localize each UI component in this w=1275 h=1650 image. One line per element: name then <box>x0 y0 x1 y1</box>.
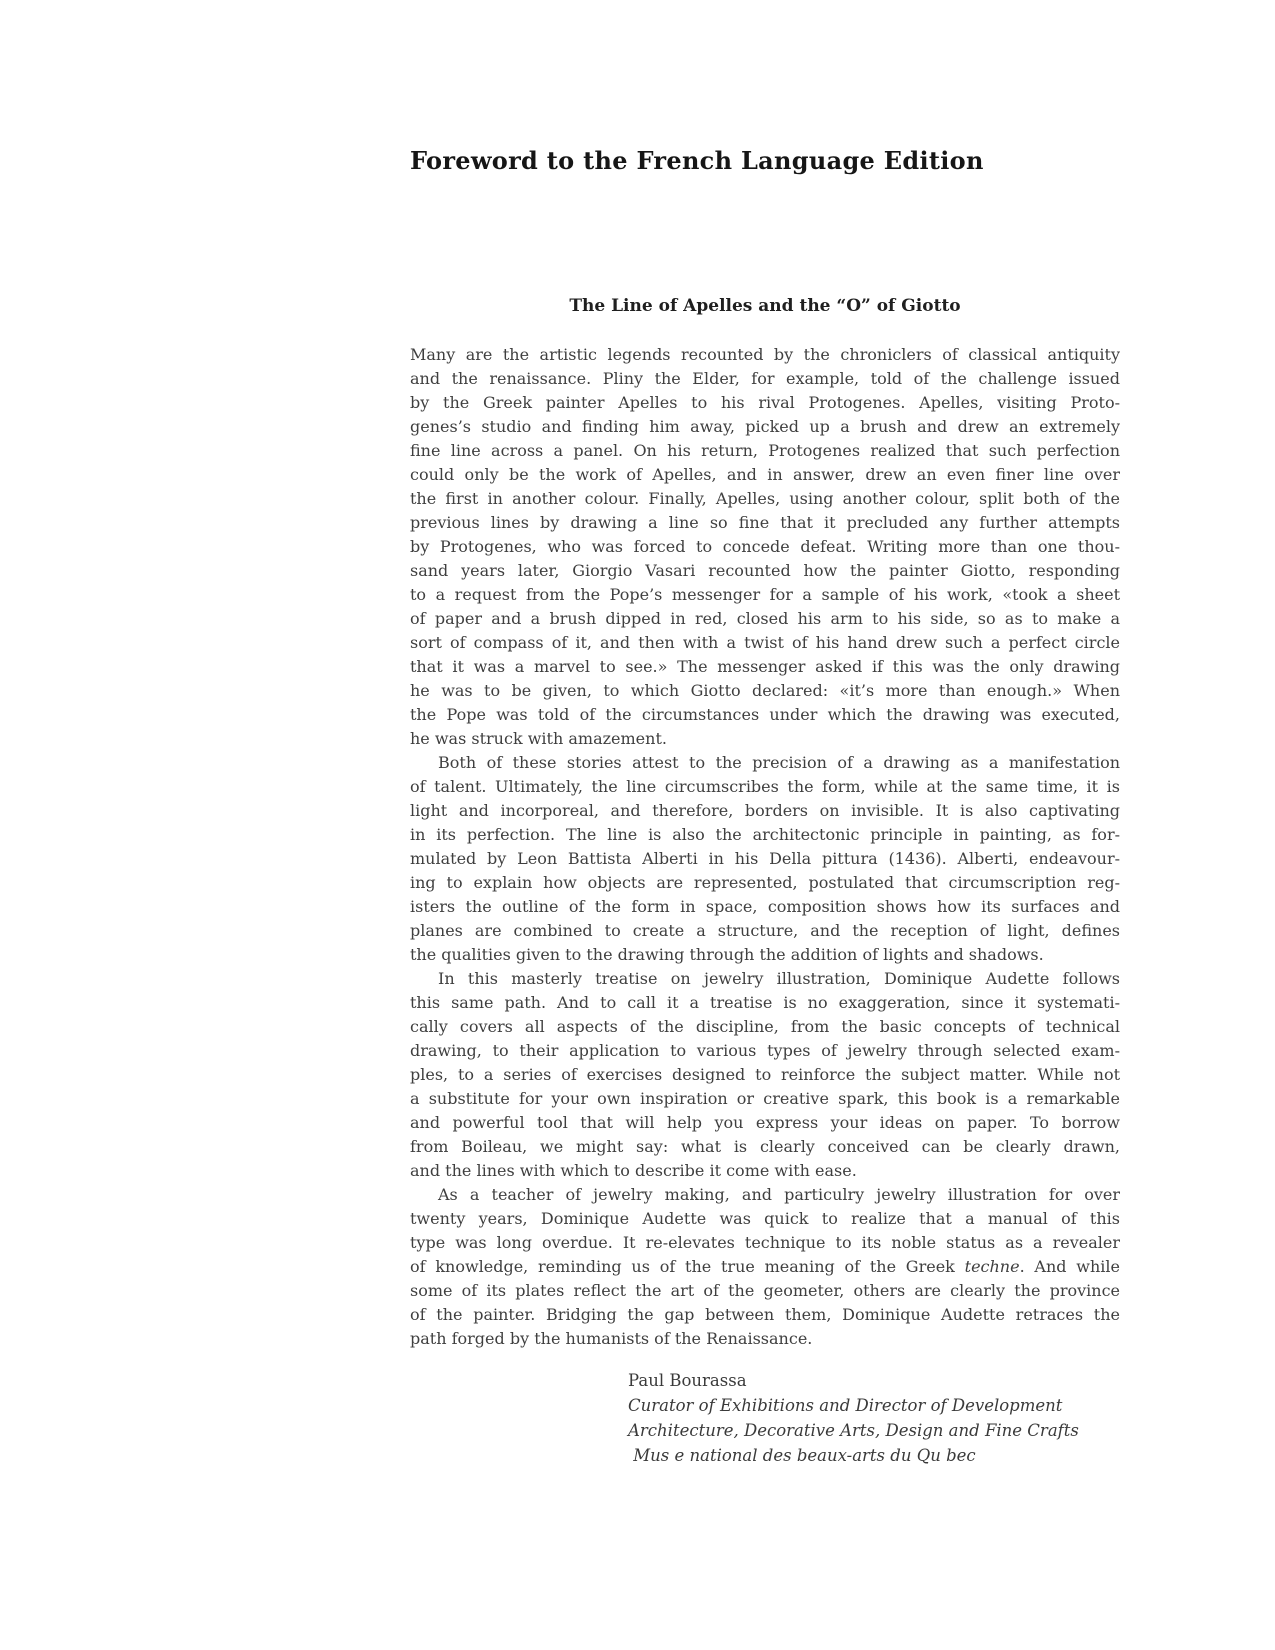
text-line: Both of these stories attest to the precision of a drawing as a manifestation <box>438 753 1120 772</box>
text-line: some of its plates reflect the art of the geometer, others are clearly the province <box>410 1281 1120 1300</box>
text-line: by the Greek painter Apelles to his rival Protogenes. Apelles, visiting Proto- <box>410 393 1120 412</box>
italic-term: techne <box>964 1257 1020 1276</box>
text-line: planes are combined to create a structure, and the reception of light, defines <box>410 921 1120 940</box>
text-line: to a request from the Pope’s messenger for a sample of his work, «took a sheet <box>410 585 1120 604</box>
text-line: in its perfection. The line is also the architectonic principle in painting, as for- <box>410 825 1120 844</box>
text-segment: of knowledge, reminding us of the true meaning of the Greek <box>410 1257 965 1276</box>
text-line: ples, to a series of exercises designed to reinforce the subject matter. While not <box>410 1065 1120 1084</box>
text-line: fine line across a panel. On his return, Protogenes realized that such perfection <box>410 441 1120 460</box>
text-line: and the lines with which to describe it come with ease. <box>410 1161 857 1180</box>
text-line: could only be the work of Apelles, and in answer, drew an even finer line over <box>410 465 1120 484</box>
text-line: and powerful tool that will help you express your ideas on paper. To borrow <box>410 1113 1120 1132</box>
text-line: isters the outline of the form in space, composition shows how its surfaces and <box>410 897 1120 916</box>
text-line: the first in another colour. Finally, Apelles, using another colour, split both of the <box>410 489 1120 508</box>
text-line: twenty years, Dominique Audette was quick to realize that a manual of this <box>410 1209 1120 1228</box>
paragraph-1 <box>410 343 1120 751</box>
text-line: by Protogenes, who was forced to concede defeat. Writing more than one thou- <box>410 537 1120 556</box>
text-line: As a teacher of jewelry making, and particulry jewelry illustration for over <box>438 1185 1120 1204</box>
text-line: this same path. And to call it a treatise is no exaggeration, since it systemati- <box>410 993 1120 1012</box>
text-line: sand years later, Giorgio Vasari recounted how the painter Giotto, responding <box>410 561 1120 580</box>
text-line: cally covers all aspects of the discipline, from the basic concepts of technical <box>410 1017 1120 1036</box>
text-line: the Pope was told of the circumstances under which the drawing was executed, <box>410 705 1120 724</box>
paragraph-4 <box>410 1183 1120 1351</box>
signature-institution: Mus e national des beaux-arts du Qu bec <box>628 1446 976 1465</box>
text-line: type was long overdue. It re-elevates technique to its noble status as a revealer <box>410 1233 1120 1252</box>
text-line <box>410 1255 1120 1279</box>
body-text <box>410 343 1120 1351</box>
text-line: previous lines by drawing a line so fine that it precluded any further attempts <box>410 513 1120 532</box>
text-line: of talent. Ultimately, the line circumscribes the form, while at the same time, it is <box>410 777 1120 796</box>
text-line: genes’s studio and finding him away, picked up a brush and drew an extremely <box>410 417 1120 436</box>
text-line: of paper and a brush dipped in red, closed his arm to his side, so as to make a <box>410 609 1120 628</box>
text-line: ing to explain how objects are represented, postulated that circumscription reg- <box>410 873 1120 892</box>
text-line: he was struck with amazement. <box>410 729 667 748</box>
paragraph-2 <box>410 751 1120 967</box>
signature-block <box>628 1368 1079 1468</box>
page-title: Foreword to the French Language Edition <box>410 146 984 175</box>
text-line: path forged by the humanists of the Renaissance. <box>410 1329 813 1348</box>
text-line: sort of compass of it, and then with a twist of his hand drew such a perfect circle <box>410 633 1120 652</box>
text-line: from Boileau, we might say: what is clearly conceived can be clearly drawn, <box>410 1137 1120 1156</box>
paragraph-3 <box>410 967 1120 1183</box>
text-line: and the renaissance. Pliny the Elder, for example, told of the challenge issued <box>410 369 1120 388</box>
signature-department: Architecture, Decorative Arts, Design and Fine Crafts <box>628 1421 1079 1440</box>
text-line: drawing, to their application to various types of jewelry through selected exam- <box>410 1041 1120 1060</box>
signature-name: Paul Bourassa <box>628 1371 747 1390</box>
text-segment: . And while <box>1019 1257 1120 1276</box>
text-line: of the painter. Bridging the gap between them, Dominique Audette retraces the <box>410 1305 1120 1324</box>
signature-role: Curator of Exhibitions and Director of Development <box>628 1396 1063 1415</box>
text-line: mulated by Leon Battista Alberti in his Della pittura (1436). Alberti, endeavour- <box>410 849 1120 868</box>
text-line: Many are the artistic legends recounted by the chroniclers of classical antiquity <box>410 345 1120 364</box>
text-line: that it was a marvel to see.» The messenger asked if this was the only drawing <box>410 657 1120 676</box>
section-heading: The Line of Apelles and the “O” of Giotto <box>569 296 961 316</box>
text-line: In this masterly treatise on jewelry illustration, Dominique Audette follows <box>438 969 1120 988</box>
text-line: the qualities given to the drawing through the addition of lights and shadows. <box>410 945 1044 964</box>
text-line: light and incorporeal, and therefore, borders on invisible. It is also captivating <box>410 801 1120 820</box>
text-line: a substitute for your own inspiration or creative spark, this book is a remarkable <box>410 1089 1120 1108</box>
text-line: he was to be given, to which Giotto declared: «it’s more than enough.» When <box>410 681 1120 700</box>
